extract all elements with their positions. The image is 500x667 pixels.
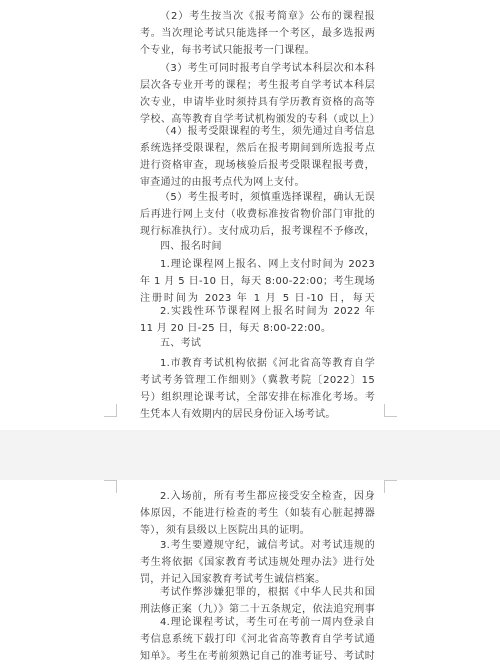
- paragraph-integrity: 3.考生要遵规守纪，诚信考试。对考试违规的考生将依据《国家教育考试违规处理办法》进行处罚，并记入国家教育考试考生诚信档案。: [140, 540, 375, 585]
- paragraph-security-check: 2.入场前，所有考生都应接受安全检查，因身体原因，不能进行检查的考生（如装有心脏起搏器等），须有县级以上医院出具的证明。: [140, 491, 375, 536]
- crop-mark-bottom-left: [104, 404, 117, 417]
- crop-mark-top-right: [384, 480, 397, 493]
- section-heading-exam: 五、考试: [160, 338, 202, 349]
- section-heading-registration-time: 四、报名时间: [160, 241, 222, 252]
- crop-mark-bottom-right: [384, 404, 397, 417]
- paragraph-criminal-liability: 考试作弊涉嫌犯罪的，根据《中华人民共和国刑法修正案（九）》第二十五条规定，依法追究刑事: [140, 587, 375, 615]
- paragraph-course-enrollment: （2）考生按当次《报考简章》公布的课程报考。当次理论考试只能选择一个考区，最多选报两个专业，每书考试只能报考一门课程。: [140, 11, 375, 56]
- paragraph-practical-registration: 2.实践性环节课程网上报名时间为 2022 年 11 月 20 日-25 日，每天 8:00-22:00。: [140, 306, 375, 334]
- paragraph-payment-notice: （5）考生报考时，须慎重选择课程，确认无误后再进行网上支付（收费标准按省物价部门审批的现行标准执行）。支付成功后，报考课程不予修改，: [140, 192, 375, 237]
- paragraph-exam-rules: 1.市教育考试机构依据《河北省高等教育自学考试考务管理工作细则》（冀教考院〔2022〕15号）组织理论课考试，全部安排在标准化考场。考生凭本人有效期内的居民身份证入场考试。: [140, 358, 375, 420]
- document-page-2: [0, 480, 500, 667]
- paragraph-theory-registration: 1.理论课程网上报名、网上支付时间为 2023 年 1 月 5 日-10 日，每天 8:00-22:00；考生现场注册时间为 2023 年 1 月 5 日-10 日，每天: [140, 259, 375, 304]
- paragraph-restricted-courses: （4）报考受限课程的考生，须先通过自考信息系统选择受限课程，然后在报考期间到所选报考点进行资格审查，现场核验后报考受限课程报考费，审查通过的由报考点代为网上支付。: [140, 126, 375, 188]
- paragraph-exam-notice: 4.理论课程考试，考生可在考前一周内登录自考信息系统下载打印《河北省高等教育自学考试通知单》。考生在考前须熟记自己的准考证号、考试时: [140, 617, 375, 662]
- crop-mark-top-left: [104, 480, 117, 493]
- page-separator: [0, 430, 500, 480]
- paragraph-degree-levels: （3）考生可同时报考自学考试本科层次和本科层次各专业开考的课程；考生报考自学考试本科层次专业，申请毕业时须持具有学历教育资格的高等学校、高等教育自学考试机构颁发的专科（或以上）: [140, 63, 375, 125]
